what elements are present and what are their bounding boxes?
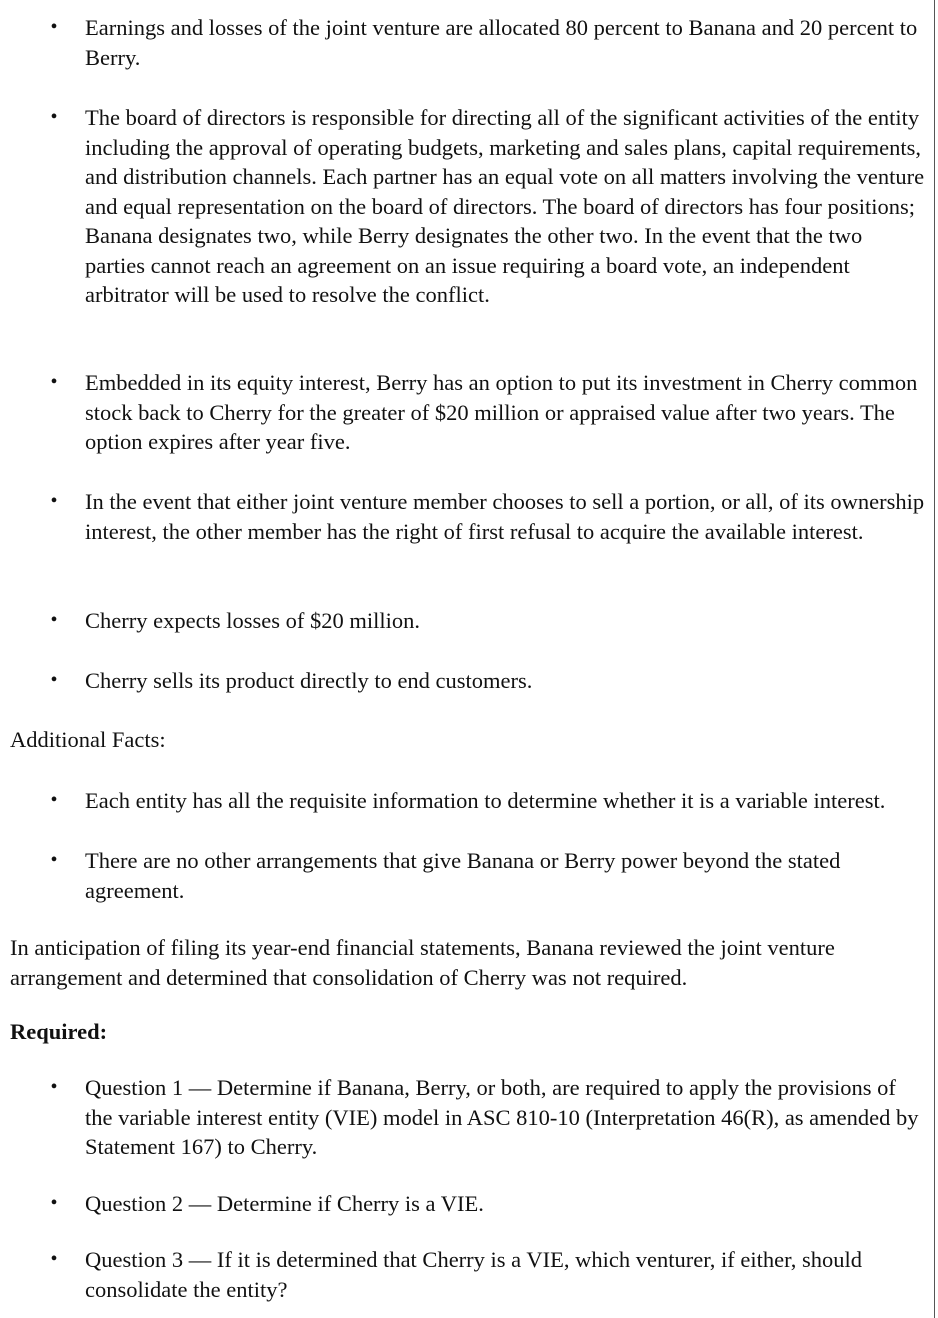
bullet-icon: • [50, 1248, 58, 1270]
bullet-icon: • [50, 106, 58, 128]
question-text: Question 2 — Determine if Cherry is a VIE. [85, 1191, 484, 1216]
conclusion-paragraph: In anticipation of filing its year-end financial statements, Banana reviewed the joint venture arrangement and determined that consolidation of Cherry was not required. [10, 935, 835, 990]
term-text: Earnings and losses of the joint venture are allocated 80 percent to Banana and 20 percent to Berry. [85, 15, 918, 70]
additional-facts-heading: Additional Facts: [10, 727, 166, 752]
bullet-icon: • [50, 1192, 58, 1214]
bullet-icon: • [50, 789, 58, 811]
term-text: Cherry expects losses of $20 million. [85, 608, 420, 633]
question-text: Question 3 — If it is determined that Cherry is a VIE, which venturer, if either, should consolidate the entity? [85, 1247, 862, 1302]
bullet-icon: • [50, 669, 58, 691]
fact-text: Each entity has all the requisite information to determine whether it is a variable interest. [85, 788, 886, 813]
bullet-icon: • [50, 849, 58, 871]
bullet-icon: • [50, 490, 58, 512]
question-text: Question 1 — Determine if Banana, Berry, or both, are required to apply the provisions of the variable interest entity (VIE) model in ASC 810-10 (Interpretation 46(R), as amended by Statement 167) to Cherry. [85, 1075, 919, 1159]
bullet-icon: • [50, 609, 58, 631]
bullet-icon: • [50, 1076, 58, 1098]
fact-text: There are no other arrangements that give Banana or Berry power beyond the stated agreement. [85, 848, 841, 903]
term-text: Cherry sells its product directly to end customers. [85, 668, 533, 693]
term-text: Embedded in its equity interest, Berry has an option to put its investment in Cherry common stock back to Cherry for the greater of $20 million or appraised value after two years. The option expires after year five. [85, 370, 918, 454]
required-heading: Required: [10, 1019, 108, 1044]
bullet-icon: • [50, 16, 58, 38]
term-text: In the event that either joint venture member chooses to sell a portion, or all, of its ownership interest, the other member has the right of first refusal to acquire the available interest. [85, 489, 925, 544]
term-text: The board of directors is responsible for directing all of the significant activities of the entity including the approval of operating budgets, marketing and sales plans, capital requirements, and distribution channels. Each partner has an equal vote on all matters involving the venture and equal representation on the board of directors. The board of directors has four positions; Banana designates two, while Berry designates the other two. In the event that the two parties cannot reach an agreement on an issue requiring a board vote, an independent arbitrator will be used to resolve the conflict. [85, 105, 925, 307]
bullet-icon: • [50, 371, 58, 393]
